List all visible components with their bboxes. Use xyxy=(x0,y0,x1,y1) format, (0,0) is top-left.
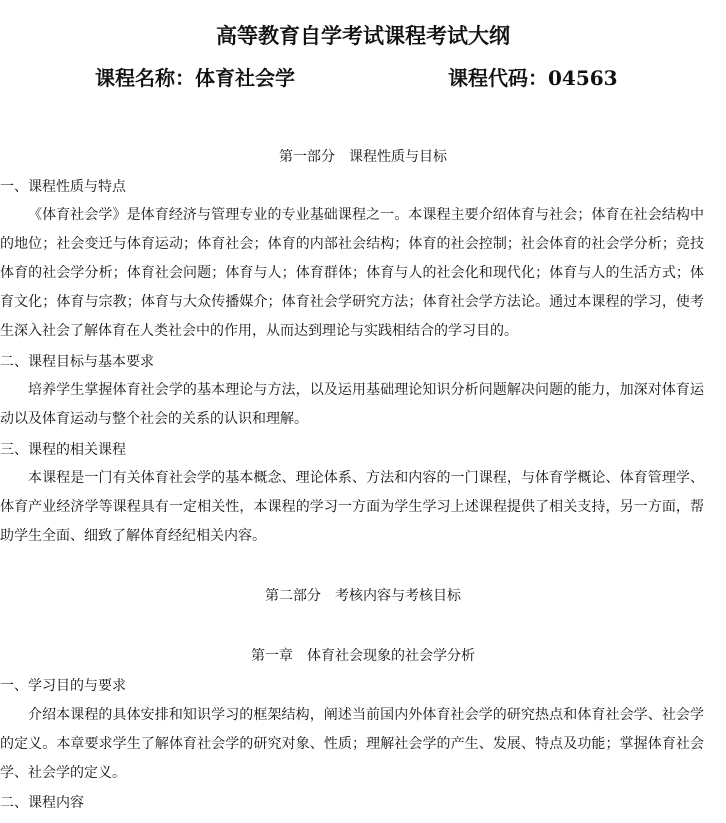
section-heading: 一、课程性质与特点 xyxy=(0,179,126,195)
part2-heading: 第二部分 考核内容与考核目标 xyxy=(265,588,461,604)
course-name: 课程名称：体育社会学 xyxy=(95,66,295,90)
section-heading: 一、学习目的与要求 xyxy=(0,678,126,694)
section-heading: 二、课程目标与基本要求 xyxy=(0,354,154,370)
paragraph: 培养学生掌握体育社会学的基本理论与方法，以及运用基础理论知识分析问题解决问题的能力，加深对体育运动以及体育运动与整个社会的关系的认识和理解。 xyxy=(0,382,704,427)
paragraph: 《体育社会学》是体育经济与管理专业的专业基础课程之一。本课程主要介绍体育与社会；体育在社会结构中的地位；社会变迁与体育运动；体育社会；体育的内部社会结构；体育的社会控制；社会体育的社会学分析；竞技体育的社会学分析；体育社会问题；体育与人；体育群体；体育与人的社会化和现代化；体育与人的生活方式；体育文化；体育与宗教；体育与大众传播媒介；体育社会学研究方法；体育社会学方法论。通过本课程的学习，使考生深入社会了解体育在人类社会中的作用，从而达到理论与实践相结合的学习目的。 xyxy=(0,207,704,339)
course-code: 课程代码：04563 xyxy=(448,66,618,90)
chapter-heading: 第一章 体育社会现象的社会学分析 xyxy=(251,648,475,664)
paragraph: 本课程是一门有关体育社会学的基本概念、理论体系、方法和内容的一门课程，与体育学概论、体育管理学、体育产业经济学等课程具有一定相关性，本课程的学习一方面为学生学习上述课程提供了相关支持，另一方面，帮助学生全面、细致了解体育经纪相关内容。 xyxy=(0,470,704,544)
paragraph: 介绍本课程的具体安排和知识学习的框架结构，阐述当前国内外体育社会学的研究热点和体育社会学、社会学的定义。本章要求学生了解体育社会学的研究对象、性质；理解社会学的产生、发展、特点及功能；掌握体育社会学、社会学的定义。 xyxy=(0,707,704,781)
document-title: 高等教育自学考试课程考试大纲 xyxy=(216,23,510,48)
section-heading: 三、课程的相关课程 xyxy=(0,442,126,458)
section-heading: 二、课程内容 xyxy=(0,795,84,811)
part1-heading: 第一部分 课程性质与目标 xyxy=(279,149,447,165)
